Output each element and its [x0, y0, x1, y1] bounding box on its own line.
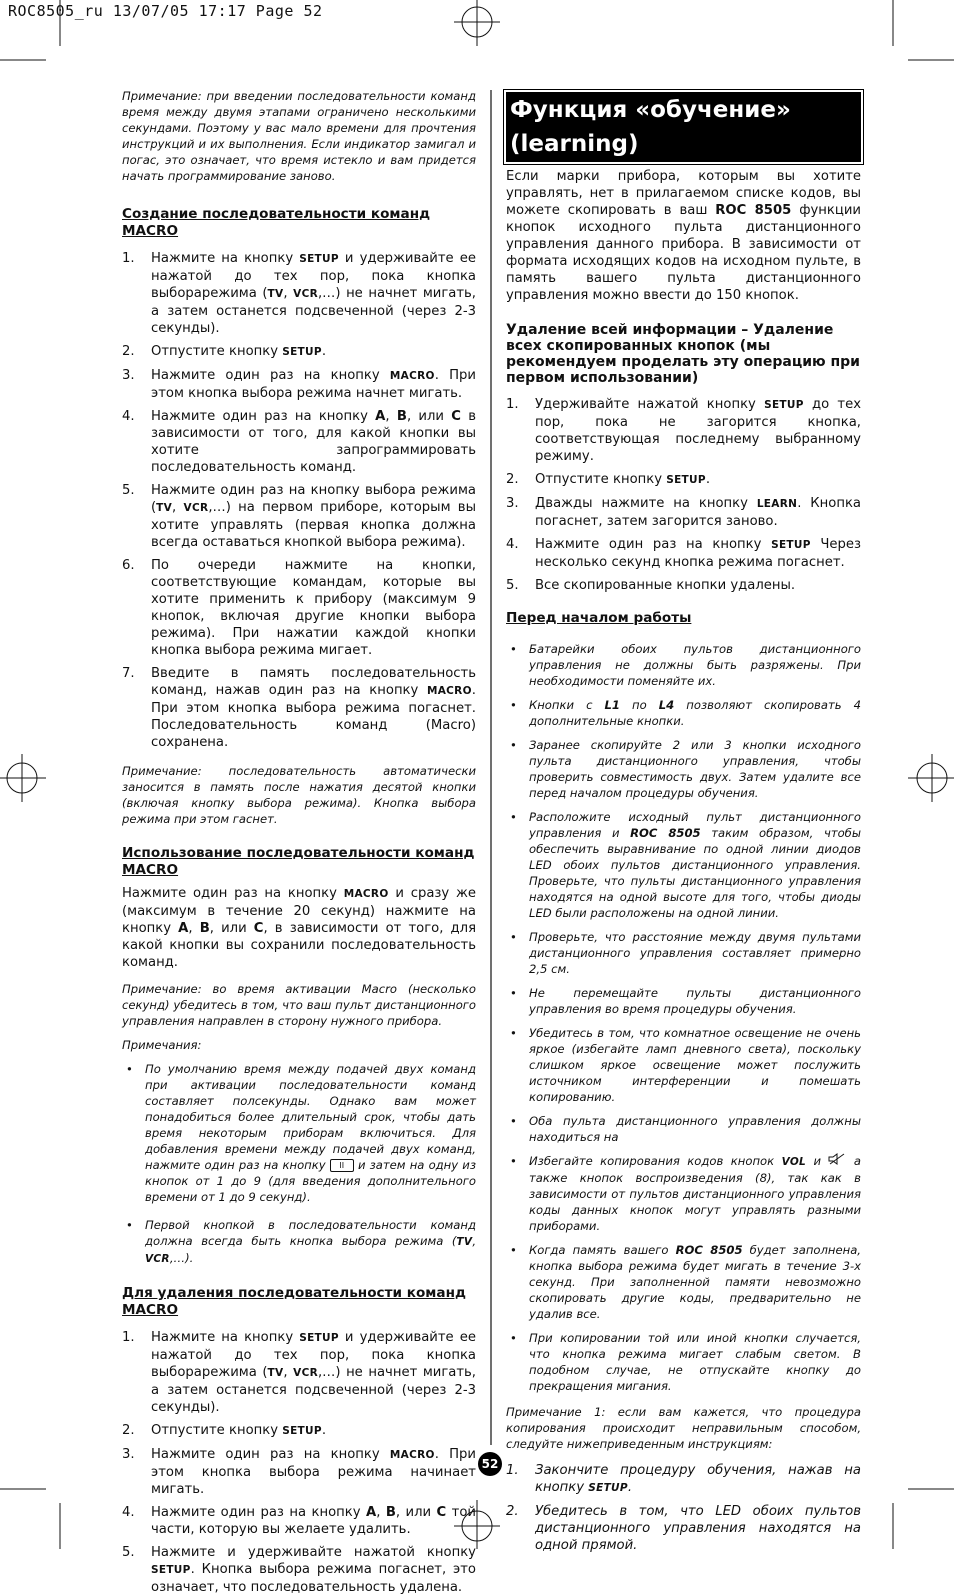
text-run: по [619, 698, 659, 712]
text-run: , [283, 286, 294, 301]
bullet-item [506, 1153, 861, 1234]
bold-label: ROC 8505 [715, 203, 792, 218]
key-label: MACRO [389, 1449, 435, 1461]
before-start-list [506, 641, 861, 1394]
text-run: Не перемещайте пульты дистанционного управления во время процедуры обучения. [529, 986, 861, 1016]
pause-key-icon: II [330, 1159, 354, 1172]
text-run: По очереди нажмите на кнопки, соответствующие командам, которые вы хотите применить к прибору (максимум 9 кнопок, включая другие кнопки выбора режима). При нажатии каждой кнопки кнопка выбора режима мигает. [151, 558, 476, 658]
text-run: . Кнопка выбора режима погаснет, это означает, что последовательность удалена. [151, 1562, 476, 1595]
step-number: 2. [506, 1504, 519, 1519]
bullet-item [122, 1217, 476, 1267]
bold-label: B [199, 921, 210, 936]
text-run: Введите в память последовательность команд, нажав один раз на кнопку [151, 666, 476, 698]
heading-create-macro: Создание последовательности команд MACRO [122, 206, 431, 239]
bullet-item [506, 697, 861, 729]
step-number: 5. [122, 1545, 135, 1560]
step-number: 3. [506, 496, 519, 511]
step-number: 1. [122, 251, 135, 266]
key-label: MACRO [427, 685, 472, 697]
bullet-item [506, 809, 861, 921]
text-run: Нажмите на кнопку [151, 1330, 300, 1345]
bullet-dot: • [510, 1331, 517, 1345]
text-run: той части, которую вы желаете удалить. [151, 1505, 476, 1537]
text-run: ,…) не начнет мигать, а затем останется подсвеченной (через 2-3 секунды). [151, 1365, 476, 1415]
key-label: TV [456, 1236, 473, 1248]
bullet-item [506, 1113, 861, 1145]
troubleshoot-steps [506, 1462, 861, 1554]
bold-label: A [178, 921, 189, 936]
text-run: Нажмите один раз на кнопку [535, 537, 772, 552]
heading-erase-all: Удаление всей информации – Удаление всех скопированных кнопок (мы рекомендуем проделать эту операцию при первом использовании) [506, 322, 860, 386]
text-run: Нажмите один раз на кнопку [122, 886, 344, 901]
heading-before-start: Перед началом работы [506, 610, 692, 626]
text-run: таким образом, чтобы обеспечить выравнивание по одной линии диодов LED обоих пультов дистанционного управления. Проверьте, что пульты дистанционного управления находятся на одной высоте для того, чтобы диоды LED были расположены на одной линии. [529, 826, 861, 920]
bold-label: C [436, 1505, 447, 1520]
text-run: до тех пор, пока не загорится кнопка, соответствующая последнему выбранному режиму. [535, 397, 862, 464]
bold-label: ROC 8505 [630, 826, 701, 840]
bold-label: A [375, 409, 386, 424]
text-run: . [321, 344, 327, 359]
print-header: ROC8505_ru 13/07/05 17:17 Page 52 [8, 2, 323, 20]
text-run: Батарейки обоих пультов дистанционного управления не должны быть разряжены. При необходимости поменяйте их. [529, 642, 861, 688]
text-run: . При этом кнопка выбора режима погаснет. Последовательность команд (Macro) сохранена. [151, 683, 476, 750]
key-label: SETUP [151, 1564, 191, 1576]
step-number: 1. [506, 1463, 519, 1478]
key-label: TV [267, 288, 284, 300]
note-macro-activation: Примечание: во время активации Macro (несколько секунд) убедитесь в том, что ваш пульт дистанционного управления направлен в сторону нужного прибора. [122, 982, 476, 1028]
bullet-item [506, 737, 861, 801]
step-item [122, 1504, 476, 1538]
step-number: 2. [122, 344, 135, 359]
text-run: и [806, 1154, 829, 1168]
heading-use-macro: Использование последовательности команд MACRO [122, 845, 475, 878]
bullet-dot: • [510, 1243, 517, 1257]
text-run: Нажмите на кнопку [151, 251, 300, 266]
text-run: и затем на одну из кнопок от 1 до 9 (для введения дополнительного времени от 1 до 9 секунд). [145, 1158, 476, 1204]
text-run: Закончите процедуру обучения, нажав на кнопку [535, 1463, 861, 1495]
step-number: 7. [122, 666, 135, 681]
text-run: ,…) не начнет мигать, а затем останется подсвеченной (через 2-3 секунды). [151, 286, 476, 336]
text-run: Проверьте, что расстояние между двумя пультами дистанционного управления составляет примерно 2,5 см. [529, 930, 861, 976]
step-number: 5. [506, 578, 519, 593]
text-run: Избегайте копирования кодов кнопок [529, 1154, 782, 1168]
notes-list [122, 1061, 476, 1267]
key-label: VCR [293, 288, 318, 300]
text-run: позволяют скопировать 4 дополнительные кнопки. [529, 698, 861, 728]
bullet-item [506, 1025, 861, 1105]
step-item [122, 367, 476, 402]
step-item [506, 495, 861, 530]
step-item [122, 1422, 476, 1440]
text-run: и сразу же (максимум в течение 20 секунд) нажмите на кнопку [122, 886, 476, 936]
bullet-dot: • [510, 698, 517, 712]
text-run: , или [395, 1505, 437, 1520]
text-run: Нажмите один раз на кнопку [151, 1447, 390, 1462]
bold-label: ROC 8505 [675, 1243, 743, 1257]
bullet-dot: • [510, 810, 517, 824]
bullet-dot: • [126, 1218, 133, 1232]
text-run: Нажмите один раз на кнопку [151, 1505, 366, 1520]
text-run: , [385, 409, 397, 424]
text-run: , [172, 500, 184, 515]
text-run: Дважды нажмите на кнопку [535, 496, 757, 511]
step-item [122, 1329, 476, 1416]
key-label: SETUP [764, 399, 804, 411]
text-run: а также кнопок воспроизведения (8), так как в зависимости от пультов дистанционного управления коды данных кнопок могут управлять разными приборами. [529, 1154, 862, 1233]
bullet-item [506, 641, 861, 689]
step-item [122, 250, 476, 337]
text-run: Заранее скопируйте 2 или 3 кнопки исходного пульта дистанционного управления, чтобы проверить совместимость двух. Затем удалите все перед началом процедуры обучения. [529, 738, 861, 800]
text-run: , в зависимости от того, для какой кнопки вы сохранили последовательность команд. [122, 921, 476, 970]
text-run: По умолчанию время между подачей двух команд при активации последовательности команд составляет полсекунды. Однако вам может понадобиться более длительный срок, чтобы дать время некоторым приборам включиться. Для добавления времени между подачей двух команд, нажмите один раз на кнопку [145, 1062, 476, 1172]
note-sequence-timing: Примечание: при введении последовательности команд время между двумя этапами ограничено несколькими секундами. Поэтому у вас мало времени для прочтения инструкций и их выполнения. Если индикатор замигал и погас, это означает, что время истекло и вам придется начать программирование заново. [122, 89, 476, 183]
step-item [506, 536, 861, 571]
right-column [506, 92, 861, 1554]
text-run: Нажмите один раз на кнопку выбора режима ( [151, 483, 476, 515]
section-title-learning: Функция «обучение» (learning) [506, 92, 861, 162]
bullet-dot: • [510, 642, 517, 656]
text-run: Если марки прибора, которым вы хотите управлять, нет в прилагаемом списке кодов, вы можете скопировать в ваш [506, 169, 861, 218]
bullet-dot: • [510, 1026, 517, 1040]
bold-label: C [451, 409, 461, 424]
step-item [506, 471, 861, 489]
text-run: , или [406, 409, 452, 424]
key-label: SETUP [299, 253, 339, 265]
text-run: Кнопки с [529, 698, 605, 712]
text-run: . [705, 472, 711, 487]
key-label: MACRO [389, 370, 435, 382]
text-run: , [283, 1365, 294, 1380]
step-number: 4. [122, 409, 135, 424]
bullet-item [506, 1330, 861, 1394]
step-item [506, 1462, 861, 1497]
text-run: , [188, 921, 200, 936]
bullet-dot: • [126, 1062, 133, 1076]
key-label: MACRO [343, 888, 389, 900]
step-item [506, 1503, 861, 1554]
step-number: 4. [506, 537, 519, 552]
text-run: ,…). [169, 1251, 194, 1265]
text-run: . При этом кнопка выбора режима начинает мигать. [151, 1447, 476, 1497]
step-item [122, 1446, 476, 1498]
text-run: Оба пульта дистанционного управления должны находиться на [529, 1114, 861, 1144]
bullet-item [506, 1242, 861, 1322]
step-item [122, 408, 476, 476]
key-label: VCR [293, 1367, 318, 1379]
bullet-dot: • [510, 1114, 517, 1128]
key-label: VCR [145, 1253, 170, 1265]
text-run: Через несколько секунд кнопка режима погаснет. [535, 537, 862, 570]
text-run: функции кнопок исходного пульта дистанционного управления данного прибора. В зависимости от формата исходящих кодов на исходном пульте, в память вашего пульта дистанционного управления можно ввести до 150 кнопок. [506, 203, 861, 303]
step-item [506, 396, 861, 465]
text-run: и удерживайте ее нажатой до тех пор, пока кнопка выборарежима ( [151, 251, 476, 301]
step-item [506, 577, 861, 594]
key-label: LEARN [756, 498, 798, 510]
step-number: 2. [506, 472, 519, 487]
text-run: Расположите исходный пульт дистанционного управления и [529, 810, 861, 840]
bullet-item [506, 929, 861, 977]
key-label: SETUP [299, 1332, 339, 1344]
text-run: Нажмите один раз на кнопку [151, 368, 390, 383]
text-run: Все скопированные кнопки удалены. [535, 578, 796, 593]
key-label: VOL [781, 1156, 807, 1168]
key-label: SETUP [771, 539, 811, 551]
key-label: TV [267, 1367, 284, 1379]
text-run: Убедитесь в том, что LED обоих пультов дистанционного управления находятся на одной прямой. [535, 1504, 861, 1553]
learning-intro [506, 168, 861, 304]
create-macro-steps [122, 250, 476, 751]
text-run: Нажмите и удерживайте нажатой кнопку [151, 1545, 476, 1560]
erase-steps [506, 396, 861, 594]
step-item [122, 343, 476, 361]
text-run: , или [209, 921, 254, 936]
step-number: 1. [506, 397, 519, 412]
step-number: 6. [122, 558, 135, 573]
text-run: . [321, 1423, 327, 1438]
text-run: Нажмите один раз на кнопку [151, 409, 376, 424]
step-number: 5. [122, 483, 135, 498]
key-label: SETUP [666, 474, 706, 486]
step-item [122, 557, 476, 659]
step-item [122, 665, 476, 751]
text-run: , [376, 1505, 386, 1520]
delete-macro-steps [122, 1329, 476, 1596]
key-label: SETUP [588, 1482, 628, 1494]
text-run: . При этом кнопка выбора режима начнет мигать. [151, 368, 476, 401]
step-number: 3. [122, 368, 135, 383]
text-run: . [627, 1480, 633, 1495]
bullet-dot: • [510, 738, 517, 752]
key-label: SETUP [282, 1425, 322, 1437]
bold-label: B [385, 1505, 396, 1520]
note-copy-problems: Примечание 1: если вам кажется, что процедура копирования происходит неправильным способом, следуйте нижеприведенным инструкциям: [506, 1405, 861, 1451]
bullet-item [122, 1061, 476, 1205]
bullet-dot: • [510, 930, 517, 944]
key-label: TV [156, 502, 173, 514]
bold-label: L4 [658, 698, 675, 712]
left-column [122, 88, 476, 1596]
bullet-dot: • [510, 1154, 517, 1168]
text-run: . Кнопка погаснет, затем загорится заново. [535, 496, 861, 529]
step-number: 3. [122, 1447, 135, 1462]
key-label: SETUP [282, 346, 322, 358]
bold-label: A [365, 1505, 377, 1520]
bold-label: L1 [604, 698, 620, 712]
text-run: Когда память вашего [529, 1243, 676, 1257]
note-auto-save: Примечание: последовательность автоматически заносится в память после нажатия десятой кнопки (включая кнопку выбора режима). Кнопка выбора режима при этом гаснет. [122, 764, 476, 826]
text-run: Первой кнопкой в последовательности команд должна всегда быть кнопка выбора режима ( [145, 1218, 476, 1248]
page-number: 52 [478, 1452, 502, 1476]
text-run: При копировании той или иной кнопки случается, что кнопка режима мигает слабым светом. В подобном случае, не отпускайте кнопку до прекращения мигания. [529, 1331, 861, 1393]
text-run: Отпустите кнопку [151, 1423, 283, 1438]
step-number: 2. [122, 1423, 135, 1438]
step-item [122, 1544, 476, 1596]
text-run: Отпустите кнопку [535, 472, 667, 487]
text-run: будет заполнена, кнопка выбора режима будет мигать в течение 3-х секунд. При заполненной памяти невозможно скопировать другие коды, предварительно не удалив все. [529, 1243, 861, 1321]
step-item [122, 482, 476, 551]
text-run: ,…) на первом приборе, которым вы хотите управлять (первая кнопка должна всегда оставаться кнопкой выбора режима). [151, 500, 476, 550]
heading-delete-macro: Для удаления последовательности команд MACRO [122, 1285, 466, 1318]
text-run: Убедитесь в том, что комнатное освещение не очень яркое (избегайте ламп дневного света), поскольку слишком яркое освещение может послужить источником интерференции и помешать копированию. [529, 1026, 861, 1104]
step-number: 1. [122, 1330, 135, 1345]
text-run: и удерживайте ее нажатой до тех пор, пока кнопка выборарежима ( [151, 1330, 476, 1380]
use-macro-paragraph [122, 885, 476, 971]
text-run: , [472, 1234, 476, 1248]
bold-label: C [253, 921, 264, 936]
bullet-dot: • [510, 986, 517, 1000]
text-run: в зависимости от того, для какой кнопки вы хотите запрограммировать последовательность команд. [151, 409, 477, 475]
key-label: VCR [183, 502, 209, 514]
bullet-item [506, 985, 861, 1017]
bold-label: B [396, 409, 407, 424]
step-number: 4. [122, 1505, 135, 1520]
text-run: Удерживайте нажатой кнопку [535, 397, 765, 412]
mute-icon [828, 1154, 846, 1168]
text-run: Отпустите кнопку [151, 344, 283, 359]
notes-label: Примечания: [122, 1038, 202, 1052]
